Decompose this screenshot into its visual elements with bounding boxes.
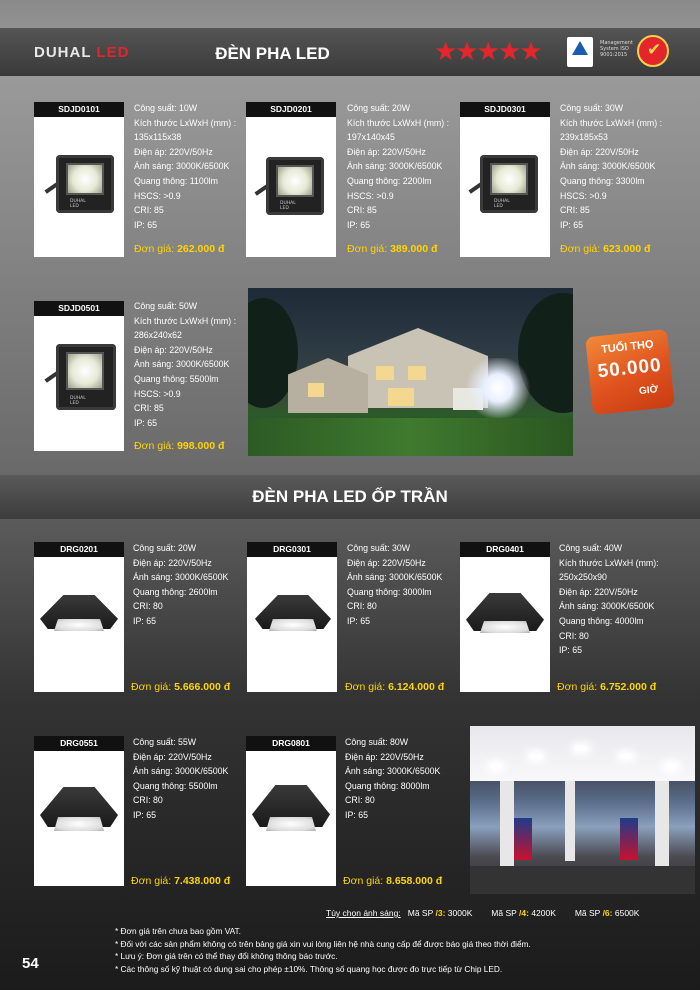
product-price: Đơn giá: 7.438.000 đ bbox=[131, 875, 231, 887]
brand-logo: DUHAL LED bbox=[34, 44, 130, 61]
page-number: 54 bbox=[22, 955, 39, 972]
product-specs: Công suất: 55W Điện áp: 220V/50Hz Ánh sáng: 3000K/6500K Quang thông: 5500lm CRI: 80 IP: 65 bbox=[133, 737, 229, 820]
quality-award-icon: ✔ bbox=[637, 35, 669, 67]
product-image bbox=[247, 557, 337, 692]
product-code: SDJD0501 bbox=[34, 301, 124, 316]
product-image: DUHAL LED bbox=[460, 117, 550, 257]
product-price: Đơn giá: 8.658.000 đ bbox=[343, 875, 443, 887]
product-specs: Công suất: 10W Kích thước LxWxH (mm) : 135x115x38 Điện áp: 220V/50Hz Ánh sáng: 3000K/6500K Quang thông: 1100lm HSCS: >0.9 CRI: 85 IP: 65 bbox=[134, 103, 237, 230]
product-image bbox=[34, 751, 124, 886]
product-specs: Công suất: 80W Điện áp: 220V/50Hz Ánh sáng: 3000K/6500K Quang thông: 8000lm CRI: 80 IP: 65 bbox=[345, 737, 441, 820]
product-specs: Công suất: 20W Kích thước LxWxH (mm) : 197x140x45 Điện áp: 220V/50Hz Ánh sáng: 3000K/6500K Quang thông: 2200lm HSCS: >0.9 CRI: 85 IP: 65 bbox=[347, 103, 450, 230]
product-image bbox=[246, 751, 336, 886]
product-code: SDJD0101 bbox=[34, 102, 124, 117]
product-code: DRG0401 bbox=[460, 542, 550, 557]
footnotes: * Đơn giá trên chưa bao gồm VAT. * Đối với các sản phẩm không có trên bảng giá xin vui lòng liên hệ nhà cung cấp để được báo giá theo thời điểm. * Lưu ý: Đơn giá trên có thể thay đổi không thông báo trước. * Các thông số kỹ thuật có dung sai cho phép ±10%. Thông số quang học được đo trực tiếp từ Chip LED. bbox=[115, 926, 531, 974]
product-price: Đơn giá: 998.000 đ bbox=[134, 440, 225, 452]
product-specs: Công suất: 50W Kích thước LxWxH (mm) : 286x240x62 Điện áp: 220V/50Hz Ánh sáng: 3000K/6500K Quang thông: 5500lm HSCS: >0.9 CRI: 85 IP: 65 bbox=[134, 301, 237, 428]
product-code: SDJD0201 bbox=[246, 102, 336, 117]
product-specs: Công suất: 20W Điện áp: 220V/50Hz Ánh sáng: 3000K/6500K Quang thông: 2600lm CRI: 80 IP: 65 bbox=[133, 543, 229, 626]
product-image bbox=[460, 557, 550, 692]
product-code: DRG0301 bbox=[247, 542, 337, 557]
product-image: DUHAL LED bbox=[34, 316, 124, 451]
light-options: Tùy chọn ánh sáng: Mã SP /3: 3000K Mã SP /4: 4200K Mã SP /6: 6500K bbox=[326, 908, 640, 918]
rating-stars-icon: ★★★★★ bbox=[434, 37, 541, 67]
product-price: Đơn giá: 5.666.000 đ bbox=[131, 681, 231, 693]
product-price: Đơn giá: 6.752.000 đ bbox=[557, 681, 657, 693]
page-title: ĐÈN PHA LED bbox=[215, 44, 330, 63]
product-image: DUHAL LED bbox=[246, 117, 336, 257]
house-night-photo bbox=[248, 288, 573, 456]
lifespan-badge: TUỔI THỌ 50.000 GIỜ bbox=[585, 329, 675, 415]
tuv-certification-icon bbox=[567, 37, 593, 67]
product-price: Đơn giá: 262.000 đ bbox=[134, 243, 225, 255]
product-code: DRG0801 bbox=[246, 736, 336, 751]
gas-station-photo bbox=[470, 726, 695, 894]
certification-text: Management System ISO 9001:2015 bbox=[600, 40, 633, 58]
product-specs: Công suất: 40W Kích thước LxWxH (mm): 250x250x90 Điện áp: 220V/50Hz Ánh sáng: 3000K/6500K Quang thông: 4000lm CRI: 80 IP: 65 bbox=[559, 543, 659, 656]
product-specs: Công suất: 30W Kích thước LxWxH (mm) : 239x185x53 Điện áp: 220V/50Hz Ánh sáng: 3000K/6500K Quang thông: 3300lm HSCS: >0.9 CRI: 85 IP: 65 bbox=[560, 103, 663, 230]
product-specs: Công suất: 30W Điện áp: 220V/50Hz Ánh sáng: 3000K/6500K Quang thông: 3000lm CRI: 80 IP: 65 bbox=[347, 543, 443, 626]
product-price: Đơn giá: 389.000 đ bbox=[347, 243, 438, 255]
product-price: Đơn giá: 623.000 đ bbox=[560, 243, 651, 255]
product-price: Đơn giá: 6.124.000 đ bbox=[345, 681, 445, 693]
product-code: DRG0551 bbox=[34, 736, 124, 751]
product-code: DRG0201 bbox=[34, 542, 124, 557]
product-image bbox=[34, 557, 124, 692]
section-title: ĐÈN PHA LED ỐP TRẦN bbox=[252, 487, 448, 506]
product-code: SDJD0301 bbox=[460, 102, 550, 117]
product-image: DUHAL LED bbox=[34, 117, 124, 257]
